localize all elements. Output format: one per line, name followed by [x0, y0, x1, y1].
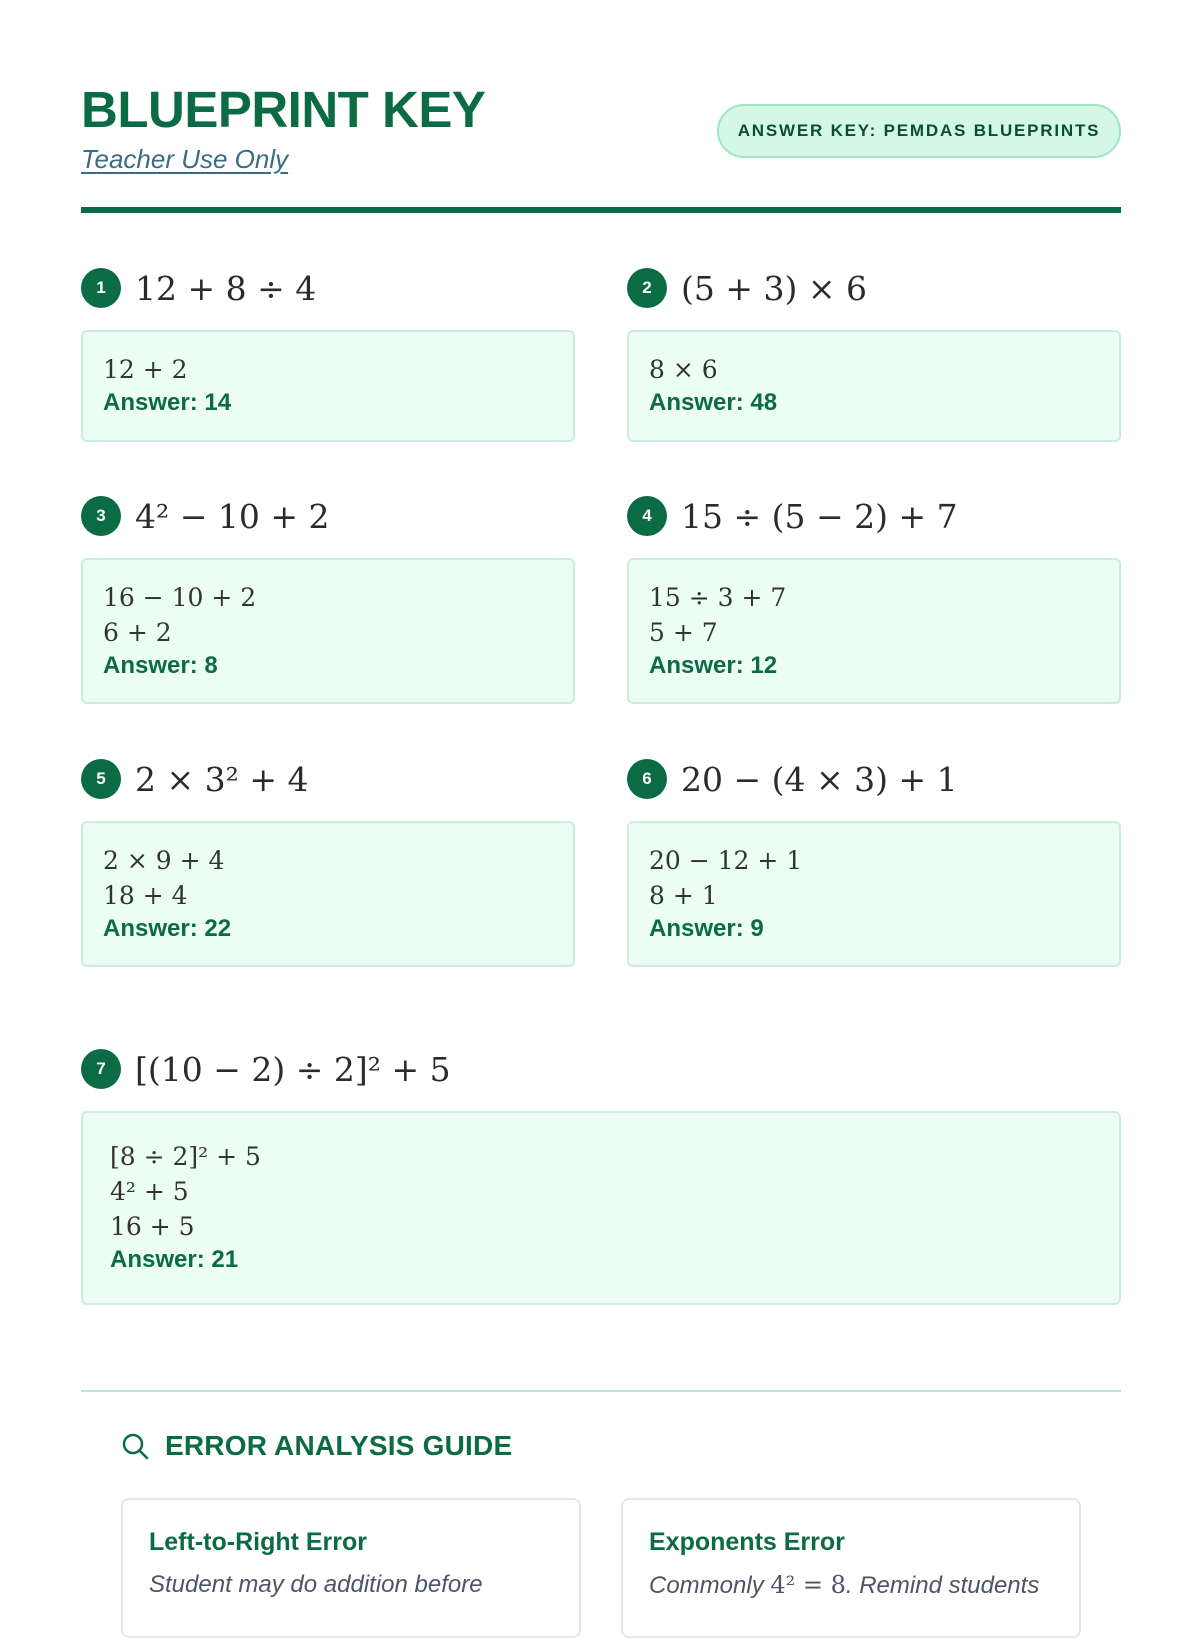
answer-key-page	[81, 0, 1121, 1599]
answer: Answer: 22	[103, 915, 232, 942]
problem-1	[81, 266, 317, 416]
solution-step: 12 + 2	[103, 355, 188, 384]
problem-number-badge: 7	[81, 1049, 121, 1089]
problem-number-badge: 6	[627, 759, 667, 799]
problem-number-badge: 2	[627, 268, 667, 308]
error-card-body-text: . Remind students	[845, 1572, 1040, 1599]
error-card-body-text: Commonly	[649, 1572, 771, 1599]
problem-number-badge: 4	[627, 496, 667, 536]
solution-step: 8 × 6	[649, 355, 718, 384]
problem-number-badge: 3	[81, 496, 121, 536]
problem-6	[627, 757, 958, 942]
solution-step: 6 + 2	[103, 618, 172, 647]
solution-step: 18 + 4	[103, 881, 188, 910]
problem-7	[81, 1047, 451, 1273]
solution-step: [8 ÷ 2]² + 5	[110, 1142, 261, 1171]
problem-expression: 4² − 10 + 2	[135, 496, 330, 536]
error-analysis-heading	[121, 1430, 512, 1462]
solution-step: 20 − 12 + 1	[649, 846, 803, 875]
solution-step: 16 − 10 + 2	[103, 583, 257, 612]
solution-step: 2 × 9 + 4	[103, 846, 225, 875]
error-card-title: Left-to-Right Error	[149, 1528, 368, 1556]
error-card-exponents	[621, 1498, 1081, 1638]
solution-step: 16 + 5	[110, 1212, 195, 1241]
answer: Answer: 9	[649, 915, 764, 942]
solution-step: 5 + 7	[649, 618, 718, 647]
header-divider	[81, 207, 1121, 213]
problem-expression: 2 × 3² + 4	[135, 759, 309, 799]
problem-expression: 12 + 8 ÷ 4	[135, 268, 317, 308]
answer: Answer: 14	[103, 389, 232, 416]
solution-box	[81, 558, 575, 704]
problem-expression: 20 − (4 × 3) + 1	[681, 759, 958, 799]
solution-box	[81, 1111, 1121, 1305]
error-card-body: Student may do addition before	[149, 1571, 483, 1598]
problem-expression: [(10 − 2) ÷ 2]² + 5	[135, 1049, 451, 1089]
error-card-left-to-right	[121, 1498, 581, 1638]
problem-expression: 15 ÷ (5 − 2) + 7	[681, 496, 958, 536]
page-title: BLUEPRINT KEY	[81, 81, 486, 138]
problem-number-badge: 1	[81, 268, 121, 308]
error-analysis-title: ERROR ANALYSIS GUIDE	[165, 1430, 513, 1461]
error-card-title: Exponents Error	[649, 1528, 845, 1556]
solution-box	[627, 558, 1121, 704]
answer-key-badge: ANSWER KEY: PEMDAS BLUEPRINTS	[717, 104, 1121, 158]
header	[81, 0, 1121, 214]
solution-step: 4² + 5	[110, 1177, 189, 1206]
solution-step: 15 ÷ 3 + 7	[649, 583, 787, 612]
answer: Answer: 8	[103, 652, 218, 679]
solution-step: 8 + 1	[649, 881, 718, 910]
problem-3	[81, 494, 330, 679]
error-card-body	[649, 1571, 1053, 1600]
search-icon	[121, 1432, 149, 1460]
subtitle: Teacher Use Only	[81, 144, 289, 174]
problem-5	[81, 757, 309, 942]
answer: Answer: 12	[649, 652, 778, 679]
solution-box	[627, 330, 1121, 442]
solution-box	[81, 330, 575, 442]
problem-number-badge: 5	[81, 759, 121, 799]
problem-2	[627, 266, 867, 416]
solution-box	[627, 821, 1121, 967]
error-card-math: 4² = 8	[770, 1571, 846, 1599]
problem-4	[627, 494, 958, 679]
solution-box	[81, 821, 575, 967]
answer: Answer: 48	[649, 389, 778, 416]
section-divider	[81, 1390, 1121, 1392]
answer: Answer: 21	[110, 1246, 239, 1273]
problem-expression: (5 + 3) × 6	[681, 268, 867, 308]
